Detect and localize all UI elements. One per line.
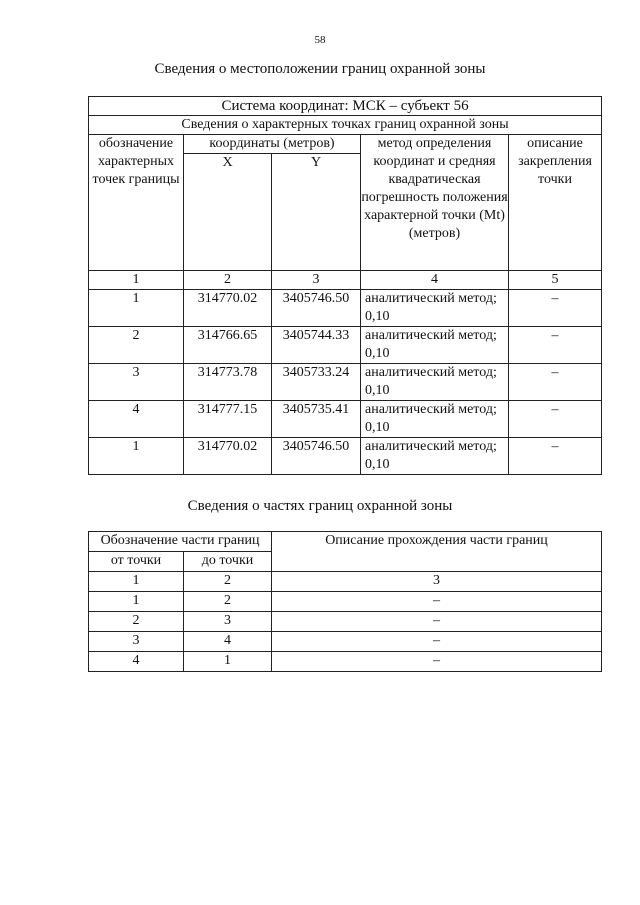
desc-cell: – <box>509 327 602 364</box>
col-number: 1 <box>89 572 184 592</box>
desc-cell: – <box>509 401 602 438</box>
desc-cell: – <box>272 652 602 672</box>
y-cell: 3405746.50 <box>272 438 361 475</box>
x-cell: 314770.02 <box>184 438 272 475</box>
col-number: 2 <box>184 572 272 592</box>
from-cell: 3 <box>89 632 184 652</box>
point-cell: 2 <box>89 327 184 364</box>
from-cell: 1 <box>89 592 184 612</box>
desc-cell: – <box>272 632 602 652</box>
table-row <box>89 612 602 632</box>
col-to: до точки <box>184 552 272 572</box>
x-cell: 314773.78 <box>184 364 272 401</box>
col-coordinates: координаты (метров) <box>184 135 361 154</box>
desc-cell: – <box>509 438 602 475</box>
col-point-designation: обозначение характерных точек границы <box>89 135 184 271</box>
col-number: 2 <box>184 271 272 290</box>
to-cell: 4 <box>184 632 272 652</box>
col-y: Y <box>272 154 361 271</box>
points-subheader: Сведения о характерных точках границ охранной зоны <box>89 116 602 135</box>
table-row <box>89 592 602 612</box>
desc-cell: – <box>272 592 602 612</box>
to-cell: 3 <box>184 612 272 632</box>
point-cell: 3 <box>89 364 184 401</box>
col-x: X <box>184 154 272 271</box>
to-cell: 2 <box>184 592 272 612</box>
from-cell: 4 <box>89 652 184 672</box>
col-number: 1 <box>89 271 184 290</box>
section-title-parts: Сведения о частях границ охранной зоны <box>187 498 453 514</box>
col-number: 4 <box>361 271 509 290</box>
section-title-boundaries: Сведения о местоположении границ охранной зоны <box>154 61 486 77</box>
coord-system-header: Система координат: МСК – субъект 56 <box>89 97 602 116</box>
x-cell: 314770.02 <box>184 290 272 327</box>
col-part-designation: Обозначение части границ <box>89 532 272 552</box>
y-cell: 3405733.24 <box>272 364 361 401</box>
method-cell: аналитический метод; 0,10 <box>361 327 509 364</box>
table-row <box>89 438 602 475</box>
point-cell: 1 <box>89 290 184 327</box>
col-number: 5 <box>509 271 602 290</box>
method-cell: аналитический метод; 0,10 <box>361 401 509 438</box>
col-from: от точки <box>89 552 184 572</box>
characteristic-points-table <box>88 96 602 475</box>
table-row <box>89 652 602 672</box>
y-cell: 3405746.50 <box>272 290 361 327</box>
method-cell: аналитический метод; 0,10 <box>361 364 509 401</box>
table-row <box>89 327 602 364</box>
x-cell: 314777.15 <box>184 401 272 438</box>
desc-cell: – <box>509 364 602 401</box>
x-cell: 314766.65 <box>184 327 272 364</box>
y-cell: 3405744.33 <box>272 327 361 364</box>
table-row <box>89 364 602 401</box>
table-row <box>89 632 602 652</box>
col-part-description: Описание прохождения части границ <box>272 532 602 572</box>
boundary-parts-table <box>88 531 602 672</box>
table-row <box>89 401 602 438</box>
desc-cell: – <box>509 290 602 327</box>
page-number: 58 <box>314 34 326 46</box>
point-cell: 4 <box>89 401 184 438</box>
col-description: описание закрепления точки <box>509 135 602 271</box>
from-cell: 2 <box>89 612 184 632</box>
point-cell: 1 <box>89 438 184 475</box>
col-number: 3 <box>272 271 361 290</box>
col-number: 3 <box>272 572 602 592</box>
method-cell: аналитический метод; 0,10 <box>361 438 509 475</box>
y-cell: 3405735.41 <box>272 401 361 438</box>
col-method: метод определения координат и средняя квадратическая погрешность положения характерной точки (Mt) (метров) <box>361 135 509 271</box>
to-cell: 1 <box>184 652 272 672</box>
table-row <box>89 290 602 327</box>
desc-cell: – <box>272 612 602 632</box>
method-cell: аналитический метод; 0,10 <box>361 290 509 327</box>
